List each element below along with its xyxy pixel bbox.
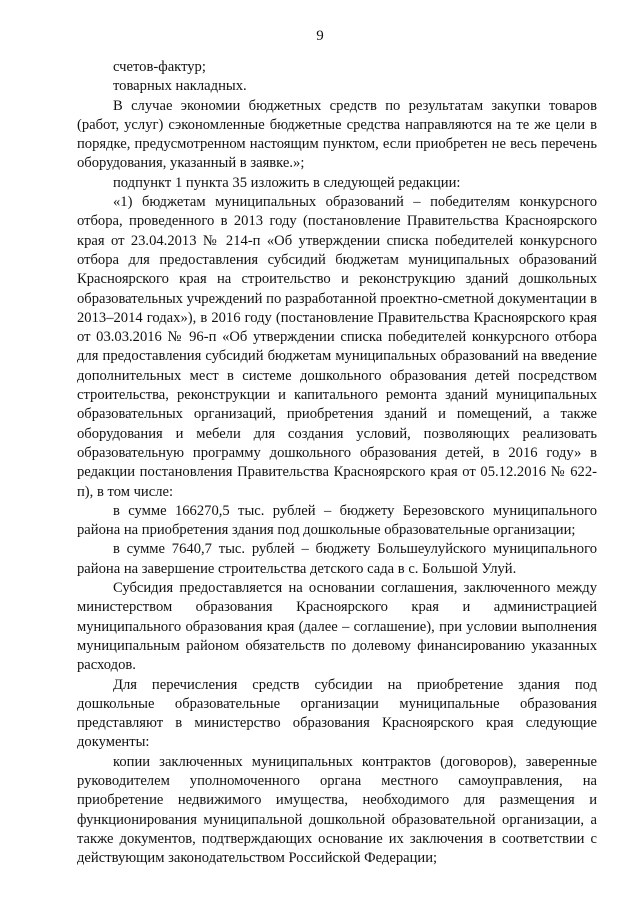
list-item-invoices: счетов-фактур; <box>113 59 206 75</box>
paragraph-transfer-documents: Для перечисления средств субсидии на приобретение здания под дошкольные образовательные организации муниципальные образования представляют в министерство образования Красноярского края следующие документы: <box>77 676 597 751</box>
list-item-berezovsky: в сумме 166270,5 тыс. рублей – бюджету Березовского муниципального района на приобретения здания под дошкольные образовательные организации; <box>77 502 597 539</box>
list-item-waybills: товарных накладных. <box>113 78 247 95</box>
paragraph-budget-savings: В случае экономии бюджетных средств по результатам закупки товаров (работ, услуг) сэкономленные бюджетные средства направляются на те же цели в порядке, предусмотренном настоящим пунктом, если приобретен не весь перечень оборудования, указанный в заявке.»; <box>77 97 597 172</box>
page-number: 9 <box>316 28 324 44</box>
list-item-bolsheuluysky: в сумме 7640,7 тыс. рублей – бюджету Большеулуйского муниципального района на завершение строительства детского сада в с. Большой Улуй. <box>77 541 597 577</box>
paragraph-municipal-budgets: «1) бюджетам муниципальных образований – победителям конкурсного отбора, проведенного в 2013 году (постановление Правительства Красноярского края от 23.04.2013 № 214-п «Об утверждении списка победителей конкурсного отбора для предоставления субсидий бюджетам муниципальных образований Красноярского края на строительство и реконструкцию зданий дошкольных образовательных учреждений по разработанной проектно-сметной документации в 2013–2014 годах»), в 2016 году (постановление Правительства Красноярского края от 03.03.2016 № 96-п «Об утверждении списка победителей конкурсного отбора для предоставления субсидий бюджетам муниципальных образований на введение дополнительных мест в системе дошкольного образования детей посредством строительства, реконструкции и капитального ремонта зданий муниципальных образовательных организаций, приобретения зданий и помещений, а также оборудования и мебели для создания условий, позволяющих реализовать образовательную программу дошкольного образования детей, в 2016 году» в редакции постановления Правительства Красноярского края от 05.12.2016 № 622-п), в том числе: <box>77 194 597 500</box>
document-body <box>77 58 597 868</box>
paragraph-subsidy-agreement: Субсидия предоставляется на основании соглашения, заключенного между министерством образования Красноярского края и администрацией муниципального образования края (далее – соглашение), при условии выполнения муниципальным районом обязательств по долевому финансированию указанных расходов. <box>77 580 597 674</box>
list-item-contract-copies: копии заключенных муниципальных контрактов (договоров), заверенные руководителем уполномоченного органа местного самоуправления, на приобретение недвижимого имущества, необходимого для размещения и функционирования муниципальной дошкольной образовательной организации, а также документов, подтверждающих основание их заключения в соответствии с действующим законодательством Российской Федерации; <box>77 753 597 867</box>
paragraph-subclause-intro: подпункт 1 пункта 35 изложить в следующей редакции: <box>113 174 461 191</box>
